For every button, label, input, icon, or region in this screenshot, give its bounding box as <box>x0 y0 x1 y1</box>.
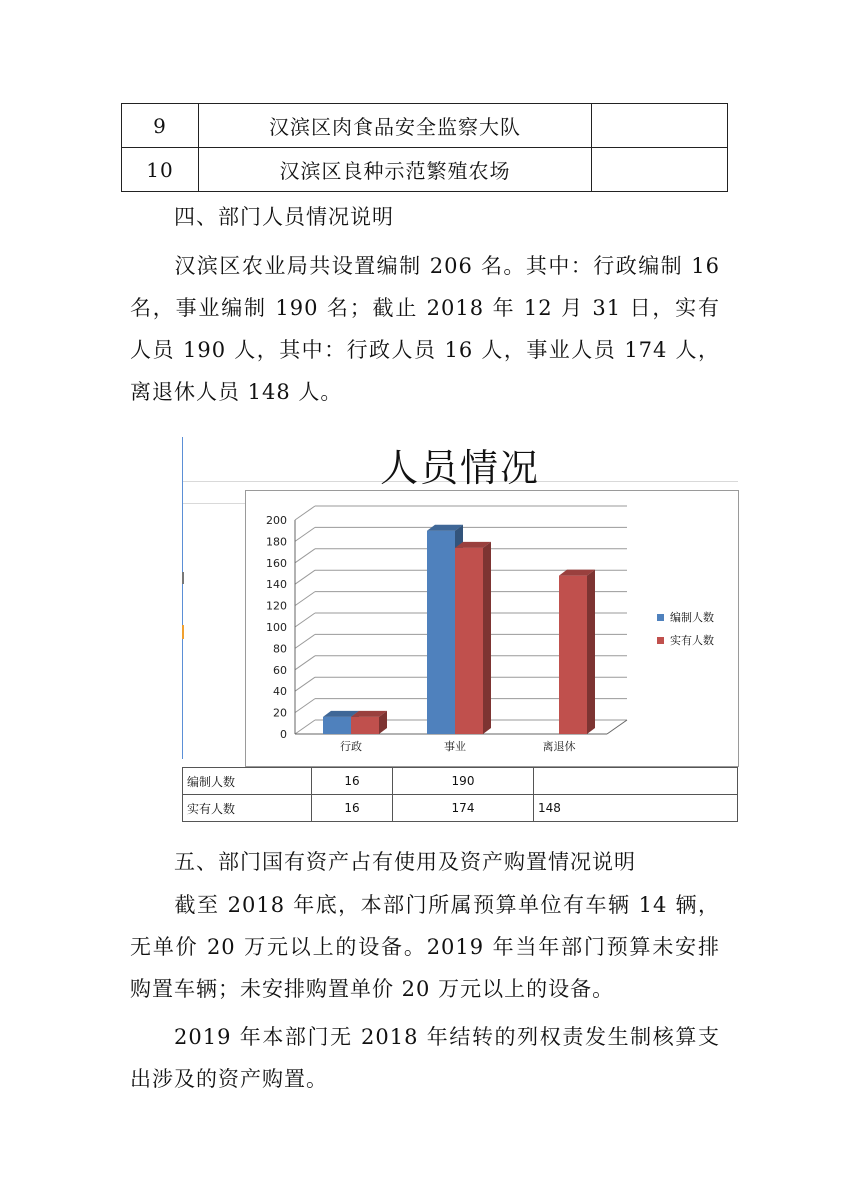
gridline-side <box>295 527 315 541</box>
x-tick-label: 事业 <box>444 740 466 753</box>
unit-extra <box>592 148 728 192</box>
section5-paragraph-1-text: 截至 2018 年底，本部门所属预算单位有车辆 14 辆，无单价 20 万元以上的设备。2019 年当年部门预算未安排购置车辆；未安排购置单价 20 万元以上的设备。 <box>130 893 720 1001</box>
y-tick-label: 120 <box>266 599 287 613</box>
bar-front <box>351 717 379 734</box>
section5-paragraph-2-text: 2019 年本部门无 2018 年结转的列权责发生制核算支出涉及的资产购置。 <box>130 1025 720 1091</box>
cell: 190 <box>393 768 534 795</box>
bar-front <box>323 717 351 734</box>
cell: 16 <box>312 795 393 822</box>
gridline-side <box>295 677 315 691</box>
row-label: 实有人数 <box>183 795 312 822</box>
table-row <box>183 795 738 822</box>
section5-heading: 五、部门国有资产占有使用及资产购置情况说明 <box>174 850 636 874</box>
chart-plot <box>182 437 738 767</box>
gridline-side <box>295 656 315 670</box>
row-label: 编制人数 <box>183 768 312 795</box>
cell: 174 <box>393 795 534 822</box>
section5-paragraph-1 <box>130 884 720 1010</box>
gridline-side <box>295 720 315 734</box>
chart-legend <box>657 609 714 655</box>
y-tick-label: 0 <box>280 728 287 741</box>
y-tick-label: 140 <box>266 578 287 592</box>
y-tick-label: 160 <box>266 556 287 570</box>
legend-item <box>657 609 714 625</box>
legend-label: 编制人数 <box>670 611 714 624</box>
chart-title: 人员情况 <box>379 446 540 490</box>
gridline-side <box>295 506 315 520</box>
cell: 16 <box>312 768 393 795</box>
section5-paragraph-2 <box>130 1016 720 1100</box>
legend-swatch-blue <box>657 614 664 621</box>
table-row <box>122 104 728 148</box>
bar-side <box>483 542 491 734</box>
y-tick-label: 80 <box>273 642 287 656</box>
unit-name: 汉滨区良种示范繁殖农场 <box>199 148 592 192</box>
y-tick-label: 60 <box>273 663 287 677</box>
gridline-side <box>295 613 315 627</box>
y-tick-label: 180 <box>266 535 287 549</box>
gridline-side <box>295 592 315 606</box>
cell: 148 <box>534 795 738 822</box>
bar-front <box>455 548 483 734</box>
section4-paragraph-text: 汉滨区农业局共设置编制 206 名。其中：行政编制 16 名，事业编制 190 名；截止 2018 年 12 月 31 日，实有人员 190 人，其中：行政人员 16 人，事业人员 174 人，离退休人员 148 人。 <box>130 254 720 404</box>
gridline-side <box>295 549 315 563</box>
gridline-side <box>295 570 315 584</box>
x-tick-label: 离退休 <box>542 740 576 753</box>
table-row <box>122 148 728 192</box>
bar-front <box>427 531 455 734</box>
y-tick-label: 20 <box>273 706 287 720</box>
gridline-side <box>295 634 315 648</box>
chart-data-table <box>182 767 738 822</box>
x-tick-label: 行政 <box>340 740 362 753</box>
floor-edge <box>607 720 627 734</box>
units-table <box>121 103 728 192</box>
bar-front <box>559 576 587 734</box>
unit-number: 10 <box>122 148 199 192</box>
unit-extra <box>592 104 728 148</box>
y-tick-label: 40 <box>273 685 287 699</box>
unit-number: 9 <box>122 104 199 148</box>
section4-heading: 四、部门人员情况说明 <box>174 205 394 229</box>
bar-side <box>587 570 595 734</box>
legend-item <box>657 632 714 648</box>
staff-chart <box>182 437 738 829</box>
unit-name: 汉滨区肉食品安全监察大队 <box>199 104 592 148</box>
legend-swatch-red <box>657 637 664 644</box>
gridline-side <box>295 699 315 713</box>
legend-label: 实有人数 <box>670 634 714 647</box>
cell <box>534 768 738 795</box>
section4-paragraph <box>130 245 720 413</box>
y-tick-label: 200 <box>266 514 287 527</box>
table-row <box>183 768 738 795</box>
y-tick-label: 100 <box>266 621 287 634</box>
